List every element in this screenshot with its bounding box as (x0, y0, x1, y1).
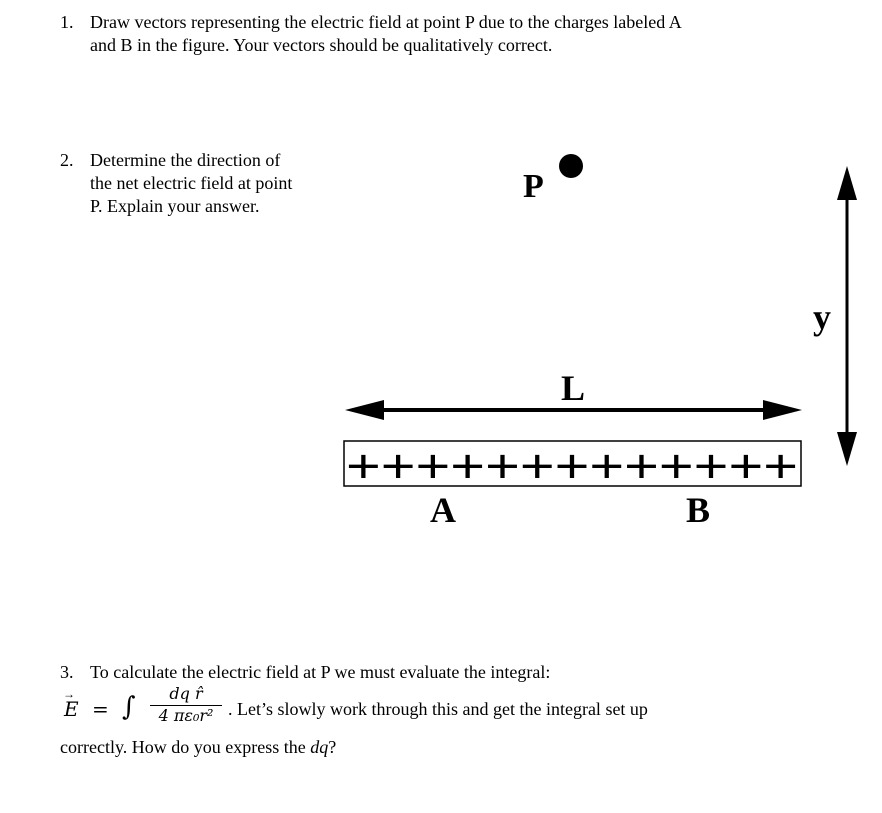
question-2-line-2: the net electric field at point (90, 173, 293, 193)
length-arrow-left-head (345, 400, 384, 420)
question-1-number: 1. (60, 12, 74, 32)
y-arrow-bottom-head (837, 432, 857, 466)
question-3-line-3-text: correctly. How do you express the (60, 737, 311, 757)
fraction-numerator: dq r̂ (169, 684, 203, 703)
question-1-line-1: Draw vectors representing the electric field at point P due to the charges labeled A (90, 12, 682, 32)
question-2-line-3: P. Explain your answer. (90, 196, 260, 216)
charge-a-label: A (430, 490, 456, 530)
vector-arrow-icon: → (63, 687, 75, 701)
point-p-label: P (523, 168, 544, 205)
question-3-number: 3. (60, 662, 74, 682)
equation-lhs: E (64, 697, 79, 721)
question-2-line-1: Determine the direction of (90, 150, 281, 170)
equation-equals: = (92, 697, 109, 721)
question-3-dq: dq (310, 737, 329, 757)
question-3-line-3-end: ? (328, 737, 337, 757)
fraction-denominator: 4 πε₀r² (158, 706, 214, 725)
equation-fraction (146, 683, 226, 726)
point-p-dot (559, 154, 583, 178)
length-arrow-right-head (763, 400, 802, 420)
question-2-number: 2. (60, 150, 74, 170)
integral-equation (60, 683, 780, 733)
equation-tail-text: . Let’s slowly work through this and get the integral set up (228, 699, 648, 719)
question-3-line-1: To calculate the electric field at P we must evaluate the integral: (90, 662, 551, 682)
length-label: L (561, 368, 586, 408)
distance-y-label: y (813, 297, 831, 337)
charge-b-label: B (686, 490, 711, 530)
question-1-line-2: and B in the figure. Your vectors should be qualitatively correct. (90, 35, 553, 55)
integral-sign: ∫ (122, 692, 136, 722)
plus-signs: +++++++++++++ (346, 439, 798, 492)
question-3 (60, 661, 760, 684)
y-arrow-top-head (837, 166, 857, 200)
question-3-line-3 (60, 737, 336, 758)
